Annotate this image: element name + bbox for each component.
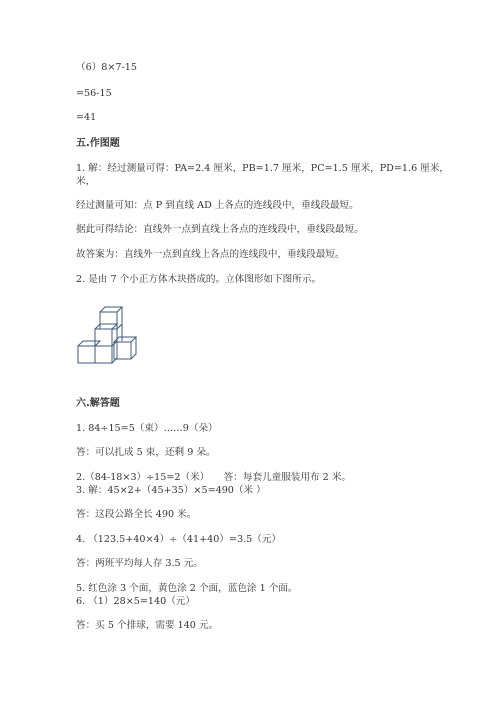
calc-line-2: =56-15 <box>76 88 112 99</box>
answer-6-4-result: 答：两班平均每人存 3.5 元。 <box>76 558 203 569</box>
answer-6-1-calc: 1. 84÷15=5（束）……9（朵） <box>76 423 218 434</box>
answer-5-1-line-3: 据此可得结论：直线外一点到直线上各点的连线段中，垂线段最短。 <box>76 224 364 235</box>
answer-6-3-result: 答：这段公路全长 490 米。 <box>76 509 197 520</box>
answer-6-6-result: 答：买 5 个排球，需要 140 元。 <box>76 620 219 631</box>
calc-line-3: =41 <box>76 112 97 123</box>
answer-6-6-calc: 6. （1）28×5=140（元） <box>76 596 195 607</box>
answer-6-3-calc: 3. 解：45×2+（45+35）×5=490（米 ） <box>76 485 266 496</box>
calc-line-1: （6）8×7-15 <box>76 62 137 73</box>
answer-5-2-line: 2. 是由 7 个小正方体木块搭成的。立体图形如下图所示。 <box>76 274 322 285</box>
answer-6-5-line: 5. 红色涂 3 个面，黄色涂 2 个面，蓝色涂 1 个面。 <box>76 583 298 594</box>
answer-5-1-line-1: 1. 解：经过测量可得：PA=2.4 厘米，PB=1.7 厘米，PC=1.5 厘米，PD=1.6 厘米， <box>76 163 450 174</box>
answer-5-1-line-4: 故答案为：直线外一点到直线上各点的连线段中，垂线段最短。 <box>76 249 345 260</box>
answer-5-1-line-1-cont: 米， <box>76 176 96 187</box>
cube-stack-figure <box>74 302 140 368</box>
answer-6-4-calc: 4. （123.5+40×4）÷（41+40）=3.5（元） <box>76 534 282 545</box>
answer-6-2-line: 2.（84-18×3）÷15=2（米） 答：每套儿童服装用布 2 米。 <box>76 472 352 483</box>
section-6-heading: 六.解答题 <box>76 398 120 409</box>
section-5-heading: 五.作图题 <box>76 138 120 149</box>
answer-5-1-line-2: 经过测量可知：点 P 到直线 AD 上各点的连线段中，垂线段最短。 <box>76 200 359 211</box>
answer-6-1-result: 答：可以扎成 5 束，还剩 9 朵。 <box>76 447 216 458</box>
